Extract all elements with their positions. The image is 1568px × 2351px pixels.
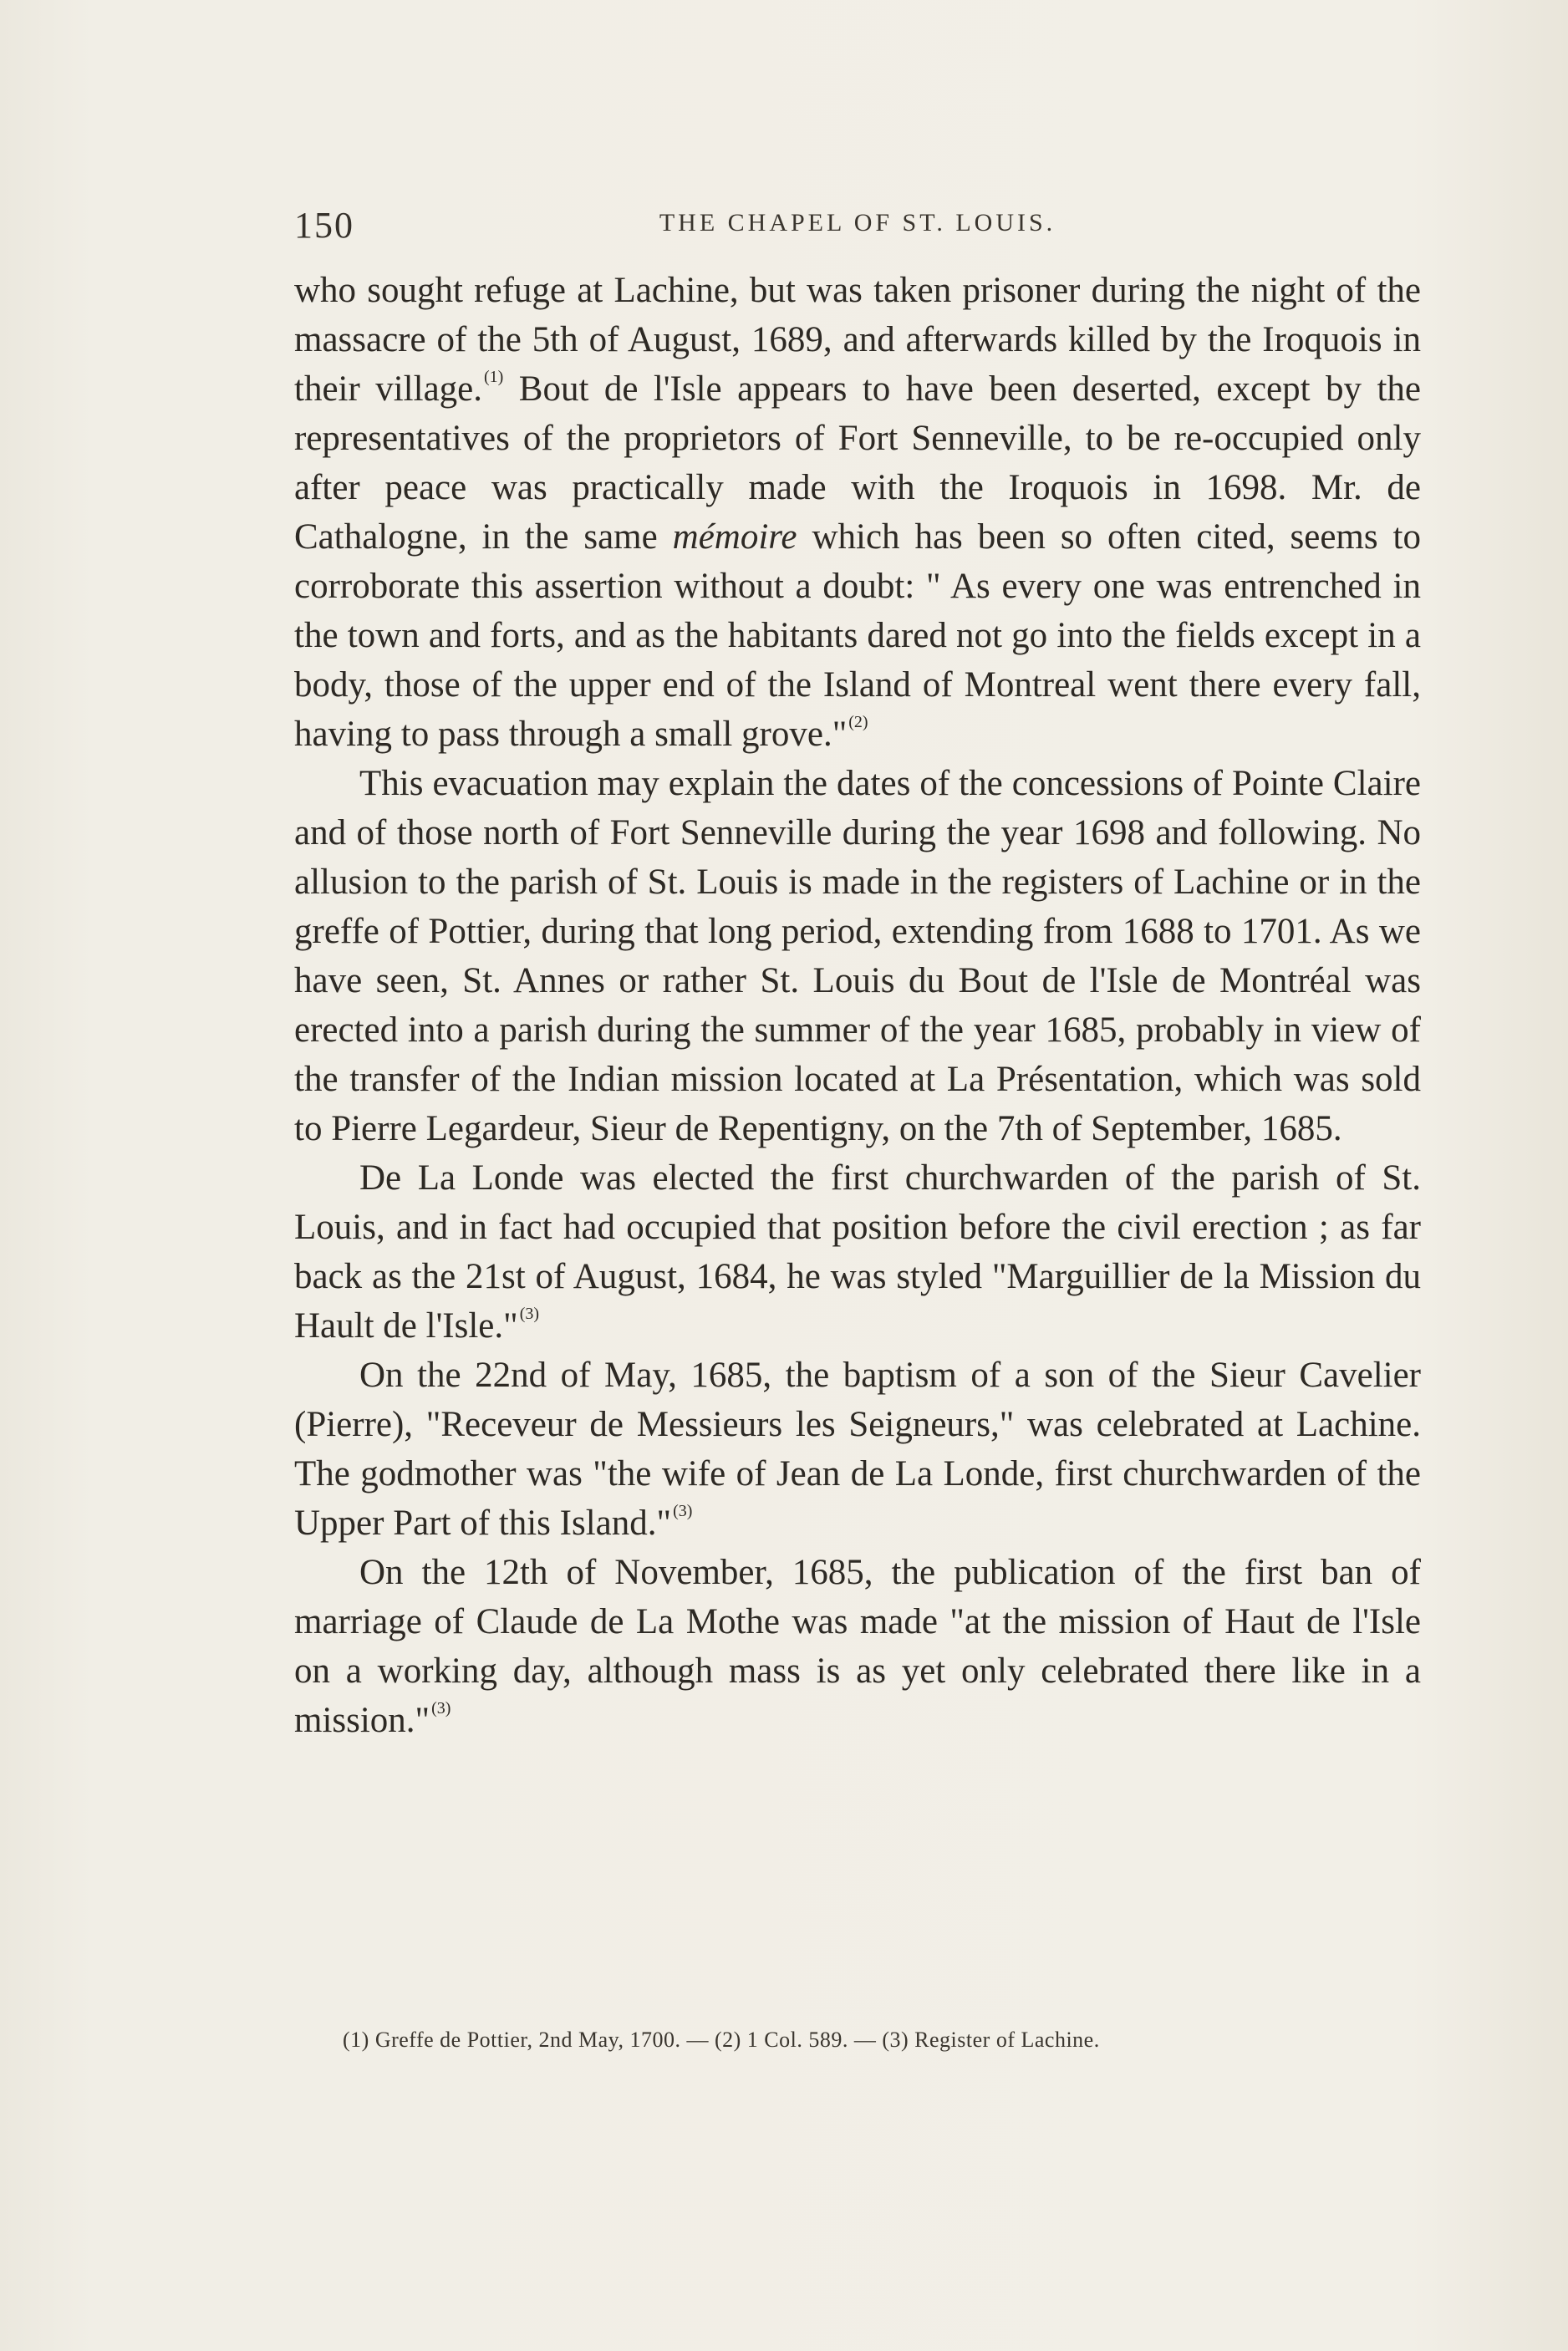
italic-term: mémoire — [672, 517, 797, 557]
paragraph — [294, 759, 1421, 1153]
footnote-reference: (3) — [431, 1699, 451, 1717]
text-run: On the 12th of November, 1685, the publication of the first ban of marriage of Claude de La Mothe was made "at the mission of Haut de l'Isle on a working day, although mass is as yet only celebrated there like in a mission." — [294, 1553, 1421, 1740]
text-run: which has been so often cited, seems to corroborate this assertion without a doubt: " As every one was entrenched in the town and forts, and as the habitants dared not go into the fields except in a body, those of the upper end of the Island of Montreal went there every fall, having to pass through a small grove." — [294, 517, 1421, 754]
paragraph — [294, 1548, 1421, 1745]
footnote-reference: (2) — [848, 713, 868, 731]
paragraph — [294, 266, 1421, 759]
text-run: De La Londe was elected the first churchwarden of the parish of St. Louis, and in fact had occupied that position before the civil erection ; as far back as the 21st of August, 1684, he was styled "Marguillier de la Mission du Hault de l'Isle." — [294, 1158, 1421, 1346]
footnote-reference: (3) — [519, 1305, 540, 1323]
text-run: who sought refuge at Lachine, but was taken prisoner during the night of the massacre of the 5th of August, 1689, and afterwards killed by the Iroquois in their village. — [294, 271, 1421, 409]
text-run: Bout de l'Isle appears to have been deserted, except by the representatives of the proprietors of Fort Senneville, to be re-occupied only after peace was practically made with the Iroquois in 1698. Mr. de Cathalogne, in the same — [294, 369, 1421, 557]
footnote-reference: (3) — [673, 1502, 693, 1520]
text-run: This evacuation may explain the dates of the concessions of Pointe Claire and of those north of Fort Senneville during the year 1698 and following. No allusion to the parish of St. Louis is made in the registers of Lachine or in the greffe of Pottier, during that long period, extending from 1688 to 1701. As we have seen, St. Annes or rather St. Louis du Bout de l'Isle de Montréal was erected into a parish during the summer of the year 1685, probably in view of the transfer of the Indian mission located at La Présentation, which was sold to Pierre Legardeur, Sieur de Repentigny, on the 7th of September, 1685. — [294, 764, 1421, 1148]
text-run: On the 22nd of May, 1685, the baptism of a son of the Sieur Cavelier (Pierre), "Receveur de Messieurs les Seigneurs," was celebrated at Lachine. The godmother was "the wife of Jean de La Londe, first churchwarden of the Upper Part of this Island." — [294, 1356, 1421, 1543]
page-number: 150 — [294, 205, 354, 246]
body-text — [294, 266, 1421, 1745]
footnote-reference: (1) — [484, 368, 504, 386]
paragraph — [294, 1351, 1421, 1548]
footnotes: (1) Greffe de Pottier, 2nd May, 1700. — (2) 1 Col. 589. — (3) Register of Lachine. — [343, 2028, 1100, 2052]
paragraph — [294, 1153, 1421, 1351]
page-header — [294, 204, 1421, 254]
running-title: THE CHAPEL OF ST. LOUIS. — [659, 209, 1056, 237]
